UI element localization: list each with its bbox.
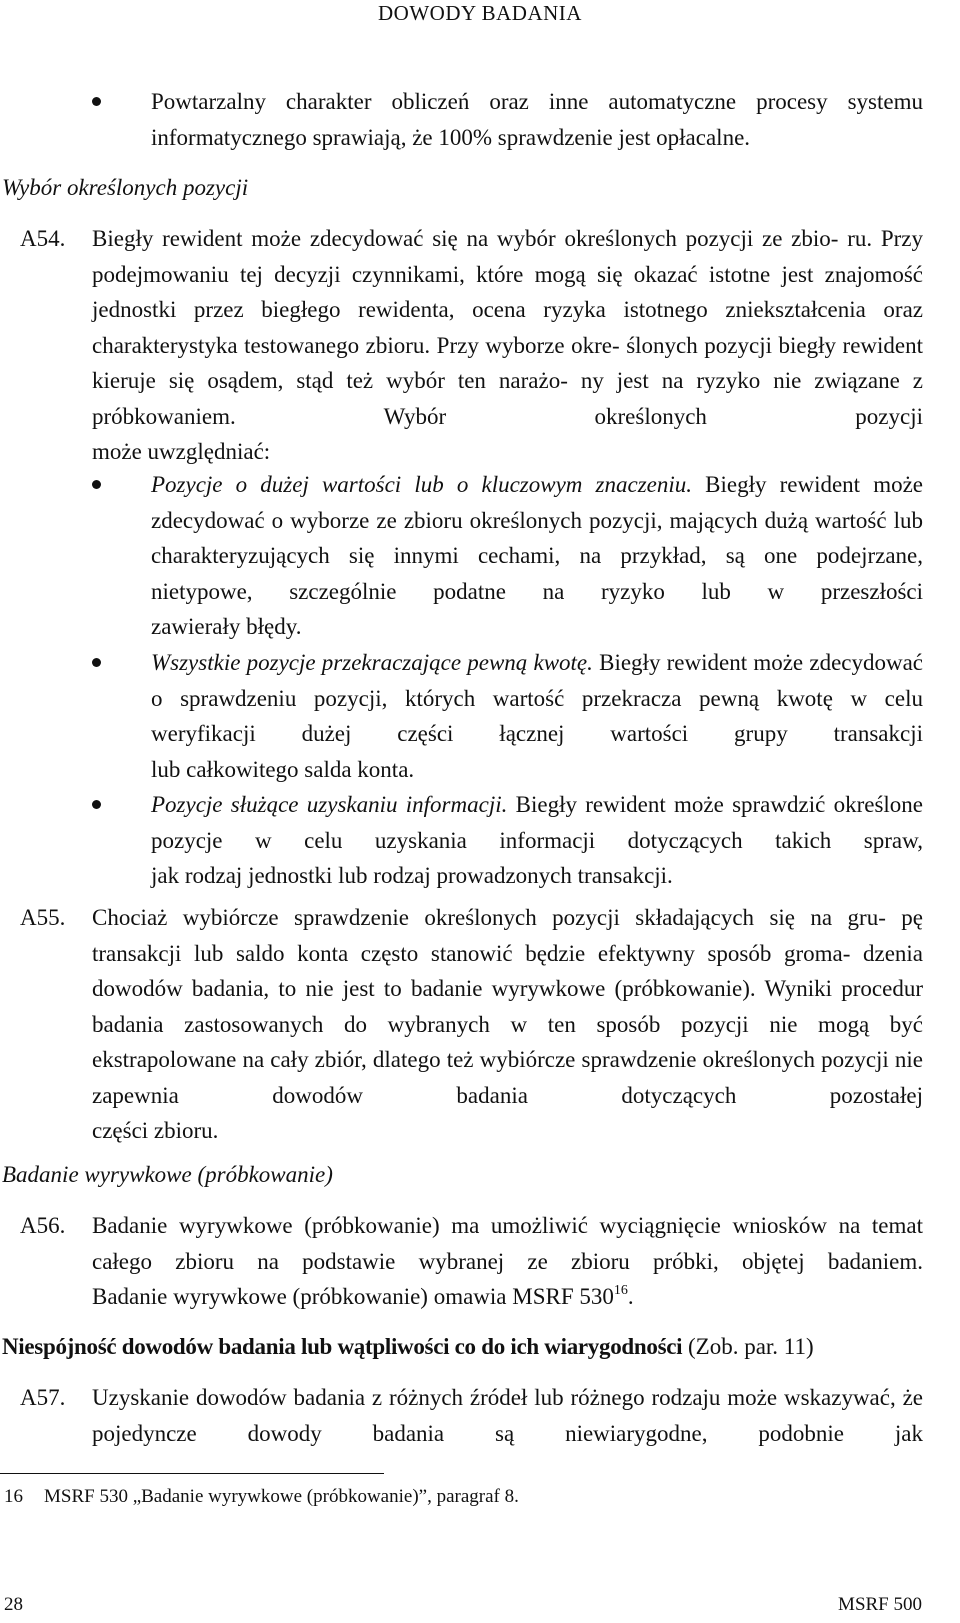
footnote-number: 16 [4,1486,23,1507]
bullet-dot [92,658,101,667]
intro-bullet-text: Powtarzalny charakter obliczeń oraz inne automatyczne procesy systemu informatycznego sprawiają, że 100% sprawdzenie jest opłacalne. [151,89,923,150]
paragraph-number: A57. [20,1385,66,1410]
bullet-items-for-information: Pozycje służące uzyskaniu informacji. Biegły rewident może sprawdzić określone pozycje w celu uzyskania informacji dotyczących takich spraw, jak rodzaj jednostki lub rodzaj prowadzonych transakcji. [151,792,924,888]
footnote [4,1484,519,1510]
bullet-dot [92,800,101,809]
section-heading-specific-items: Wybór określonych pozycji [2,175,249,200]
bullet-title: Wszystkie pozycje przekraczające pewną kwotę. [151,650,593,675]
running-head: DOWODY BADANIA [378,1,582,25]
bullet-items-over-amount: Wszystkie pozycje przekraczające pewną kwotę. Biegły rewident może zdecydować o sprawdzeniu pozycji, których wartość przekracza pewną kwotę w celu weryfikacji dużej części łącznej wartości grupy transakcji lub całkowitego salda konta. [151,650,924,782]
footnote-text: MSRF 530 „Badanie wyrywkowe (próbkowanie)”, paragraf 8. [44,1486,519,1507]
page-number: 28 [4,1594,23,1615]
paragraph-a54: Biegły rewident może zdecydować się na wybór określonych pozycji ze zbio- ru. Przy podejmowaniu tej decyzji czynnikami, które mogą się okazać istotne jest znajomość jednostki przez biegłego rewidenta, ocena ryzyka istotnego zniekształcenia oraz charakterystyka testowanego zbioru. Przy wyborze okre- ślonych pozycji biegły rewident kieruje się osądem, stąd też wybór ten narażo- ny jest na ryzyko nie związane z próbkowaniem. Wybór określonych pozycji może uwzględniać: [92,226,924,464]
paragraph-number: A56. [20,1213,66,1238]
section-heading-inconsistency: Niespójność dowodów badania lub wątpliwości co do ich wiarygodności (Zob. par. 11) [2,1334,814,1359]
paragraph-a56: Badanie wyrywkowe (próbkowanie) ma umożliwić wyciągnięcie wniosków na temat całego zbioru na podstawie wybranej ze zbioru próbki, objętej badaniem. Badanie wyrywkowe (próbkowanie) omawia MSRF $530^{16}$. [92,1213,924,1309]
paragraph-a57: Uzyskanie dowodów badania z różnych źródeł lub różnego rodzaju może wskazywać, że pojedyncze dowody badania są niewiarygodne, podobnie jak [92,1385,924,1446]
bullet-title: Pozycje służące uzyskaniu informacji. [151,792,508,817]
paragraph-a55: Chociaż wybiórcze sprawdzenie określonych pozycji składających się na gru- pę transakcji lub saldo konta często stanowić będzie efektywny sposób groma- dzenia dowodów badania, to nie jest to badanie wyrywkowe (próbkowanie). Wyniki procedur badania zastosowanych do wybranych w ten sposób pozycji nie mogą być ekstrapolowane na cały zbiór, dlatego też wybiórcze sprawdzenie określonych pozycji nie zapewnia dowodów badania dotyczących pozostałej części zbioru. [92,905,924,1143]
bullet-high-value-items: Pozycje o dużej wartości lub o kluczowym znaczeniu. Biegły rewident może zdecydować o wyborze ze zbioru określonych pozycji, mających dużą wartość lub charakteryzujących się innymi cechami, na przykład, są one podejrzane, nietypowe, szczególnie podatne na ryzyko lub w przeszłości zawierały błędy. [151,472,924,639]
standard-reference: MSRF 500 [838,1594,922,1615]
bullet-dot [92,97,101,106]
paragraph-number: A54. [20,226,66,251]
paragraph-number: A55. [20,905,66,930]
bullet-dot [92,480,101,489]
footnote-reference: 16 [613,1283,628,1298]
footnote-separator [0,1473,384,1474]
bullet-title: Pozycje o dużej wartości lub o kluczowym znaczeniu. [151,472,692,497]
section-heading-sampling: Badanie wyrywkowe (próbkowanie) [2,1162,333,1187]
